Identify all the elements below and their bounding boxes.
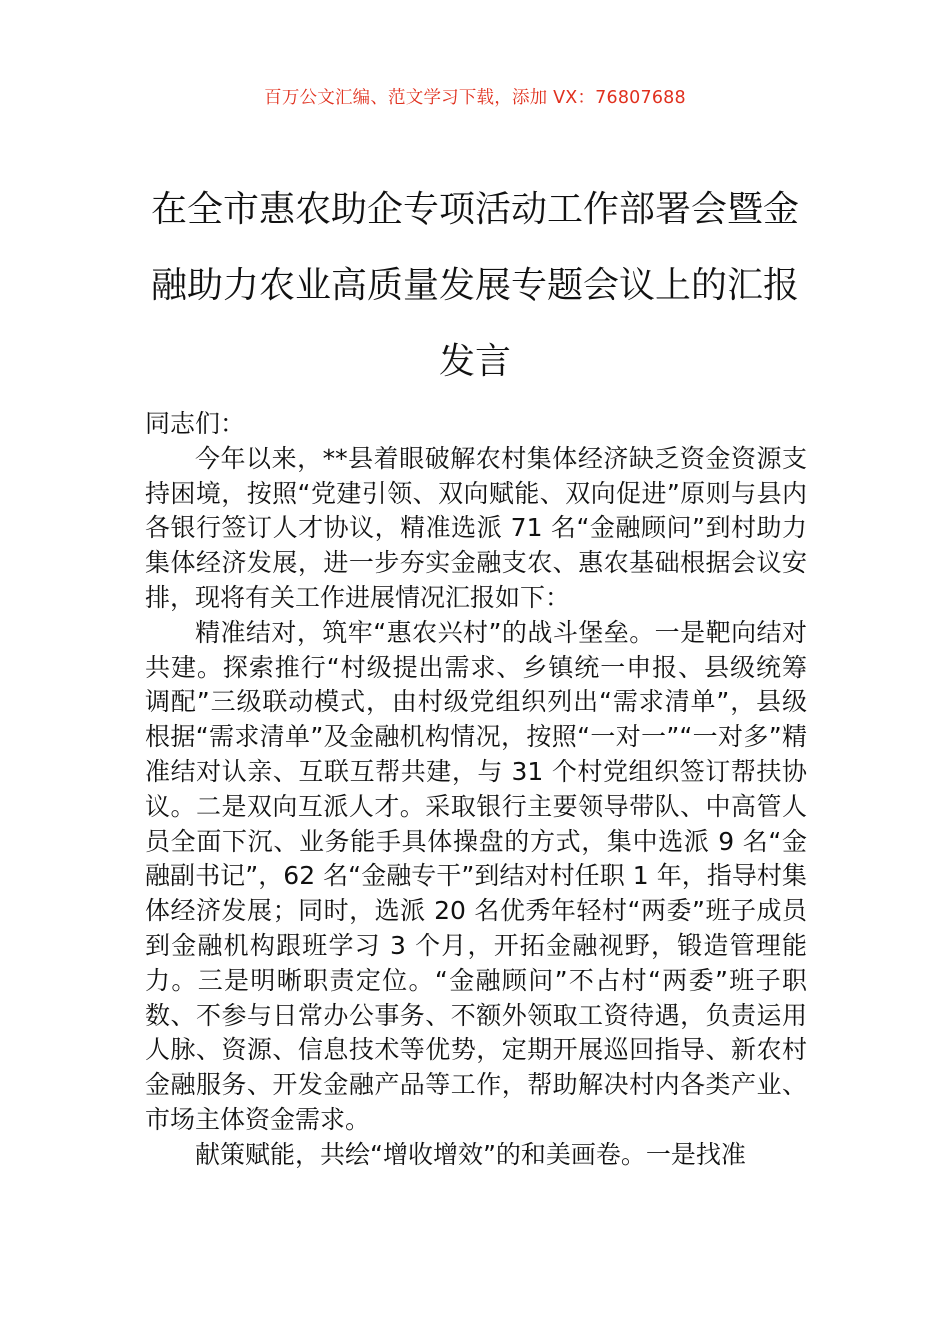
salutation: 同志们： <box>145 409 246 438</box>
promo-banner: 百万公文汇编、范文学习下载，添加 VX：76807688 <box>264 88 686 108</box>
body-paragraph-1: 今年以来，**县着眼破解农村集体经济缺乏资金资源支持困境，按照“党建引领、双向赋能、双向促进”原则与县内各银行签订人才协议，精准选派 71 名“金融顾问”到村助力集体经济发展，进一步夯实金融支农、惠农基础根据会议安排，现将有关工作进展情况汇报如下： <box>145 443 807 612</box>
document-body <box>145 407 807 1173</box>
body-paragraph-2: 精准结对，筑牢“惠农兴村”的战斗堡垒。一是靶向结对共建。探索推行“村级提出需求、乡镇统一申报、县级统筹调配”三级联动模式，由村级党组织列出“需求清单”，县级根据“需求清单”及金融机构情况，按照“一对一”“一对多”精准结对认亲、互联互帮共建，与 31 个村党组织签订帮扶协议。二是双向互派人才。采取银行主要领导带队、中高管人员全面下沉、业务能手具体操盘的方式，集中选派 9 名“金融副书记”，62 名“金融专干”到结对村任职 1 年，指导村集体经济发展；同时，选派 20 名优秀年轻村“两委”班子成员到金融机构跟班学习 3 个月，开拓金融视野，锻造管理能力。三是明晰职责定位。“金融顾问”不占村“两委”班子职数、不参与日常办公事务、不额外领取工资待遇，负责运用人脉、资源、信息技术等优势，定期开展巡回指导、新农村金融服务、开发金融产品等工作，帮助解决村内各类产业、市场主体资金需求。 <box>145 617 807 1134</box>
body-paragraph-3: 献策赋能，共绘“增收增效”的和美画卷。一是找准 <box>195 1139 746 1169</box>
document-title: 在全市惠农助企专项活动工作部署会暨金融助力农业高质量发展专题会议上的汇报发言 <box>150 189 799 382</box>
